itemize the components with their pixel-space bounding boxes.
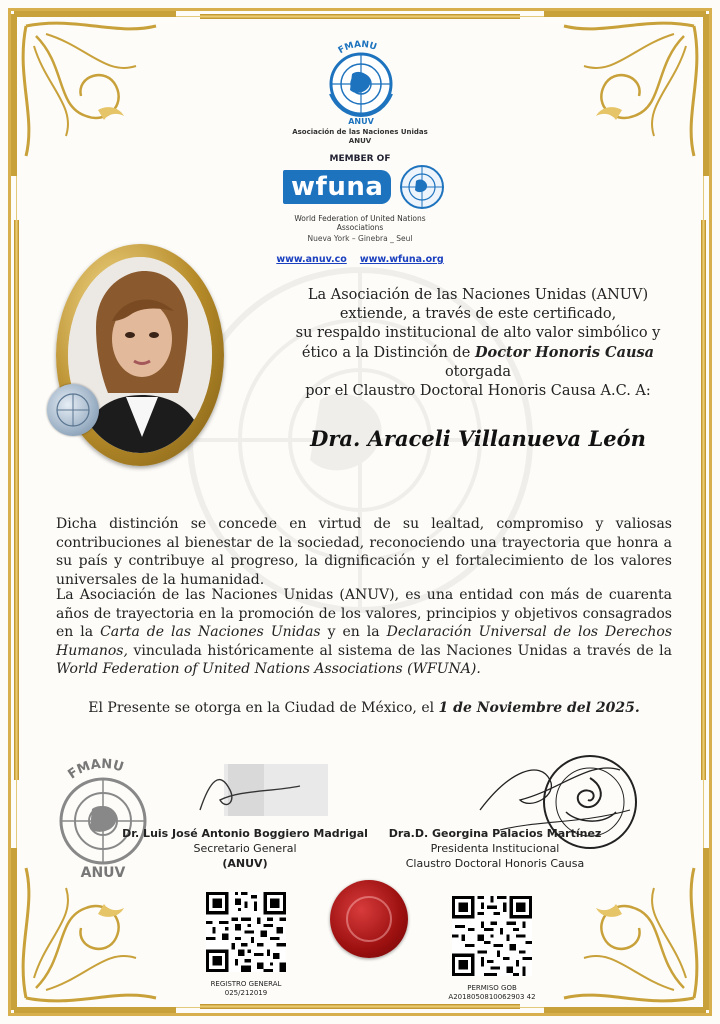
intro-line1: La Asociación de las Naciones Unidas (ANUV) (307, 287, 649, 303)
intro-line4-suffix: otorgada (444, 364, 512, 380)
qr-right-label1: PERMISO GOB (467, 984, 517, 992)
intro-line2: extiende, a través de este certificado, (339, 306, 617, 322)
left-signatory-title: Secretario General (193, 842, 297, 855)
hologram-seal-icon (47, 384, 99, 436)
right-signatory-org: Claustro Doctoral Honoris Causa (405, 857, 585, 870)
declaracion-universal: Declaración Universal de los Derechos Humanos, (56, 624, 673, 659)
bottom-fmanu-arc-label: FMANU (65, 756, 126, 783)
intro-line5: por el Claustro Doctoral Honoris Causa A.C. A: (305, 383, 651, 399)
right-signatory (380, 826, 610, 871)
qr-right-label2: A2018050810062903 42 (448, 993, 536, 1001)
left-signatory-name: Dr. Luis José Antonio Boggiero Madrigal (122, 827, 368, 840)
bottom-gold-bar (200, 1004, 520, 1009)
corner-ornament-top-left-icon (6, 6, 186, 186)
red-wax-seal-icon (330, 880, 408, 958)
left-signatory (120, 826, 370, 871)
website-links (260, 247, 460, 266)
anuv-logo-label: ANUV (348, 117, 374, 126)
cities-line: Nueva York – Ginebra _ Seul (307, 234, 413, 243)
org-name-caption (280, 128, 440, 146)
left-signature-icon (180, 760, 320, 820)
presente-date: 1 de Noviembre del 2025. (438, 700, 640, 716)
right-signatory-title: Presidenta Institucional (430, 842, 560, 855)
wfuna-badge: wfuna (283, 170, 391, 204)
recipient-name: Dra. Araceli Villanueva León (310, 426, 646, 451)
body-paragraph-2 (56, 586, 672, 679)
un-globe-blue-icon (318, 36, 404, 126)
bottom-anuv-label: ANUV (80, 865, 126, 881)
left-gold-bar (14, 220, 19, 780)
body-paragraph-1: Dicha distinción se concede en virtud de su lealtad, compromiso y valiosas contribuciones al bienestar de la sociedad, reconociendo una trayectoria que honra a su país y contribuye al progreso, la dignificación y el fortalecimiento de los valores universales de la humanidad. (56, 516, 672, 588)
anuv-website-link[interactable]: www.anuv.co (276, 254, 347, 265)
wfuna-fullname: World Federation of United Nations Associations (294, 214, 426, 232)
org-name-line2: ANUV (348, 137, 372, 145)
intro-line4-prefix: ético a la Distinción de (301, 345, 471, 361)
top-gold-bar (200, 14, 520, 19)
presente-prefix: El Presente se otorga en la Ciudad de México, el (88, 700, 435, 716)
fmanu-arc-label: FMANU (336, 39, 378, 57)
para2-part-b: y en la (327, 624, 380, 640)
distinction-name: Doctor Honoris Causa (474, 344, 655, 361)
right-gold-bar (701, 220, 706, 780)
qr-code-left-icon[interactable] (206, 892, 286, 972)
member-of-label: MEMBER OF (329, 154, 391, 164)
intro-text (268, 286, 688, 401)
wfuna-italic-name: World Federation of United Nations Associations (WFUNA). (56, 661, 481, 677)
fmanu-logo (318, 36, 404, 130)
para2-part-c: vinculada históricamente al sistema de las Naciones Unidas a través de la (133, 642, 672, 659)
carta-naciones-unidas: Carta de las Naciones Unidas (100, 624, 321, 640)
intro-line4 (268, 343, 688, 382)
presente-line (56, 700, 672, 716)
qr-right-caption (432, 984, 552, 1002)
right-signatory-name: Dra.D. Georgina Palacios Martínez (388, 827, 602, 840)
intro-line3: su respaldo institucional de alto valor simbólico y (295, 325, 661, 341)
wfuna-website-link[interactable]: www.wfuna.org (359, 254, 444, 265)
qr-left-label1: REGISTRO GENERAL (210, 980, 282, 988)
left-signatory-org: (ANUV) (222, 857, 268, 870)
qr-left-label2: 025/212019 (224, 989, 268, 997)
para2-part-a: La Asociación de las Naciones Unidas (ANUV), es una entidad con más de cuarenta años de trayectoria en la promoción de los valores, principios y objetivos consagrados en la (56, 587, 672, 640)
wfuna-globe-icon (398, 163, 446, 211)
org-name-line1: Asociación de las Naciones Unidas (292, 128, 428, 136)
qr-code-right-icon[interactable] (452, 896, 532, 976)
qr-left-caption (196, 980, 296, 998)
corner-ornament-top-right-icon (534, 6, 714, 186)
